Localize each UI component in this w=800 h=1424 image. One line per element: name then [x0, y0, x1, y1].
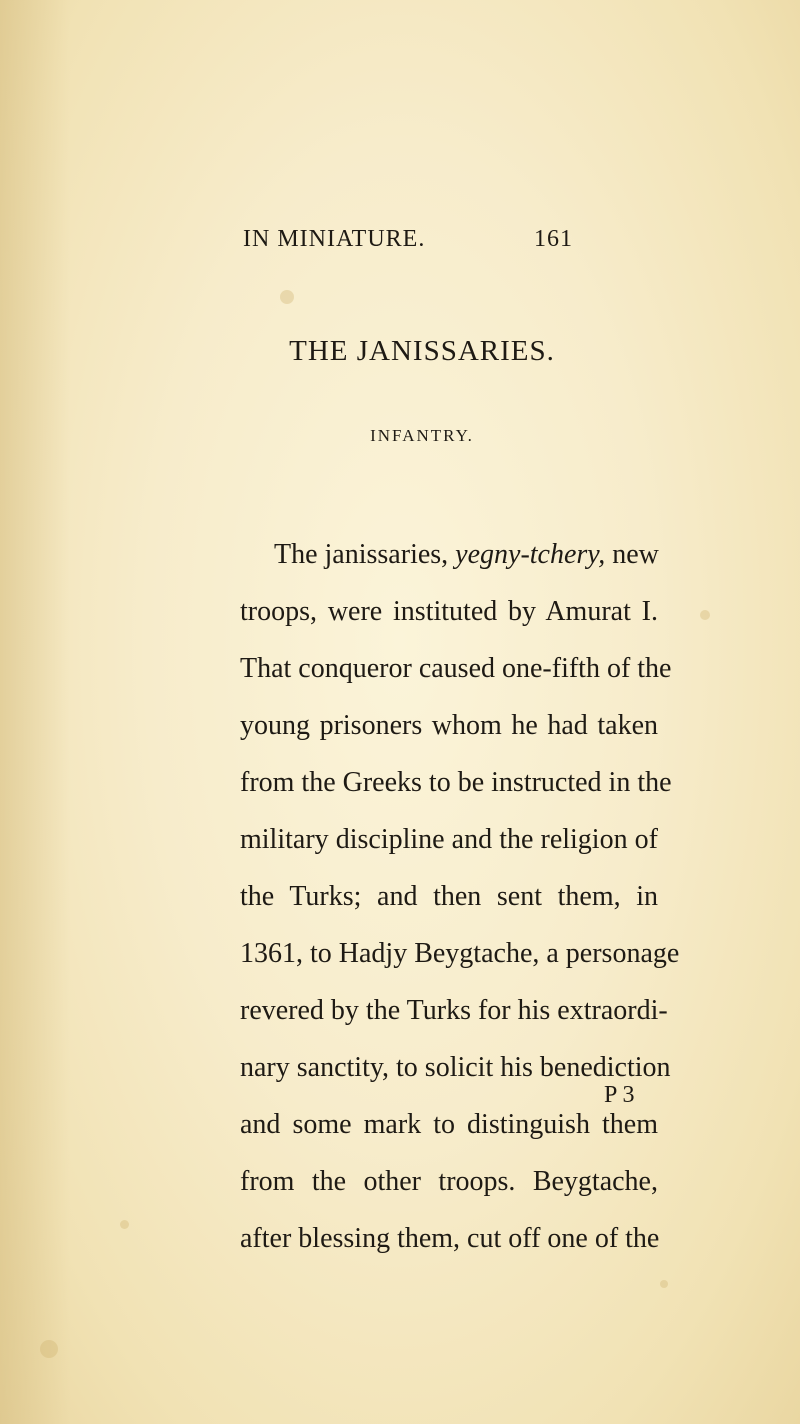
text-line: from the other troops. Beygtache, [240, 1166, 658, 1197]
text-segment: The janissaries, [274, 539, 456, 570]
text-line: the Turks; and then sent them, in [240, 881, 658, 912]
text-line: That conqueror caused one-fifth of the [240, 653, 672, 684]
signature-mark: P 3 [604, 1082, 635, 1108]
running-header [243, 226, 573, 260]
text-line: military discipline and the religion of [240, 824, 658, 855]
foxing-spot [660, 1280, 668, 1288]
text-line: troops, were instituted by Amurat I. [240, 596, 658, 627]
text-line: nary sanctity, to solicit his benediction [240, 1052, 671, 1083]
foxing-spot [700, 610, 710, 620]
body-paragraph [240, 526, 680, 1267]
text-line: after blessing them, cut off one of the [240, 1223, 660, 1254]
running-title: IN MINIATURE. [243, 226, 426, 252]
section-title: THE JANISSARIES. [289, 335, 555, 367]
foxing-spot [40, 1340, 58, 1358]
section-subtitle: INFANTRY. [370, 426, 474, 445]
foxing-spot [280, 290, 294, 304]
page-gutter-shadow [0, 0, 70, 1424]
text-line: from the Greeks to be instructed in the [240, 767, 672, 798]
text-line: 1361, to Hadjy Beygtache, a personage [240, 938, 680, 969]
italic-term: yegny-tchery, [455, 539, 606, 570]
text-line: and some mark to distinguish them [240, 1109, 658, 1140]
foxing-spot [120, 1220, 129, 1229]
text-line: revered by the Turks for his extraordi- [240, 995, 668, 1026]
text-line: young prisoners whom he had taken [240, 710, 658, 741]
page-number: 161 [534, 226, 573, 252]
text-line [240, 526, 658, 583]
text-segment: new [605, 539, 659, 570]
